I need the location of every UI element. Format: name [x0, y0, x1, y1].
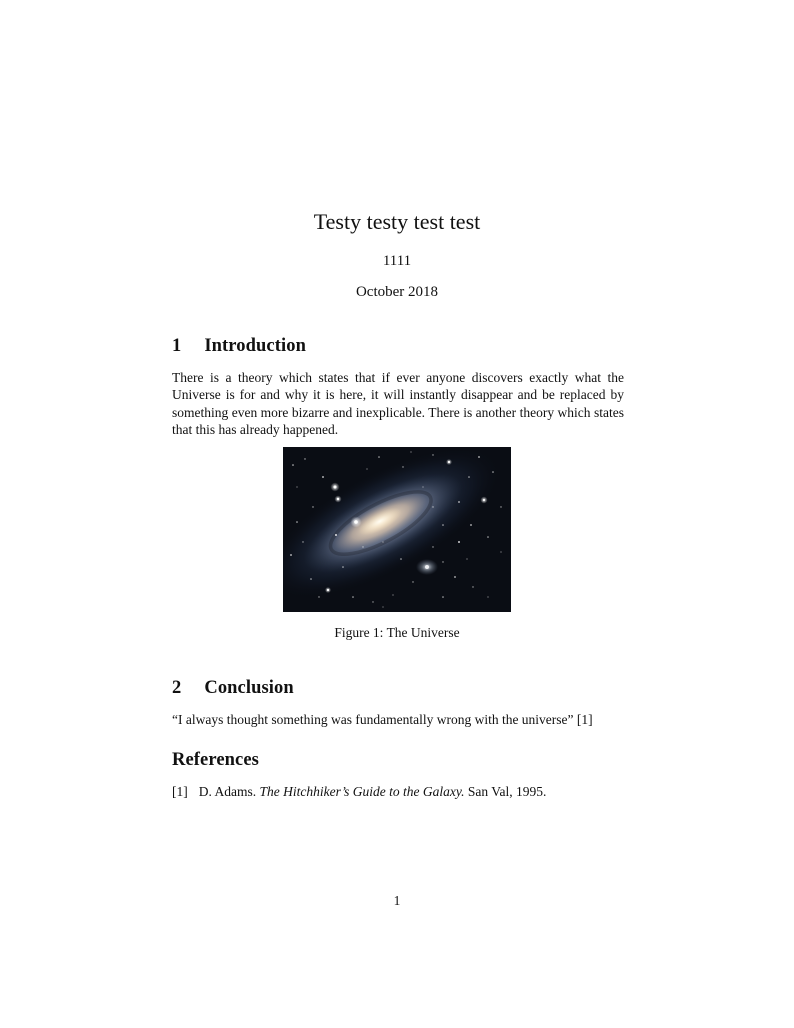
page-number: 1 [393, 893, 401, 908]
document-date: October 2018 [355, 284, 439, 300]
references-heading: References [172, 750, 259, 770]
introduction-paragraph: There is a theory which states that if ever anyone discovers exactly what the Universe is for and why it is here, it will instantly disappear and be replaced by something even more bizarre and inexplicable. There is another theory which states that this has already happened. [172, 370, 624, 438]
reference-title: The Hitchhiker’s Guide to the Galaxy. [259, 784, 465, 799]
figure-caption: Figure 1: The Universe [334, 625, 460, 640]
reference-entry [172, 783, 642, 800]
section-heading-introduction [172, 336, 624, 357]
section-title: Introduction [204, 336, 306, 356]
reference-label: [1] [172, 784, 188, 799]
section-number: 2 [172, 678, 182, 698]
section-title: Conclusion [204, 678, 294, 698]
reference-publisher: San Val, 1995. [467, 784, 547, 799]
galaxy-image [283, 447, 511, 612]
figure-1 [283, 447, 511, 612]
conclusion-paragraph: “I always thought something was fundamentally wrong with the universe” [1] [172, 712, 593, 727]
document-title: Testy testy test test [313, 209, 481, 234]
reference-authors: D. Adams. [198, 784, 257, 799]
section-heading-conclusion [172, 678, 624, 699]
document-author: 1111 [382, 253, 412, 269]
section-number: 1 [172, 336, 182, 356]
reference-text [199, 783, 547, 800]
